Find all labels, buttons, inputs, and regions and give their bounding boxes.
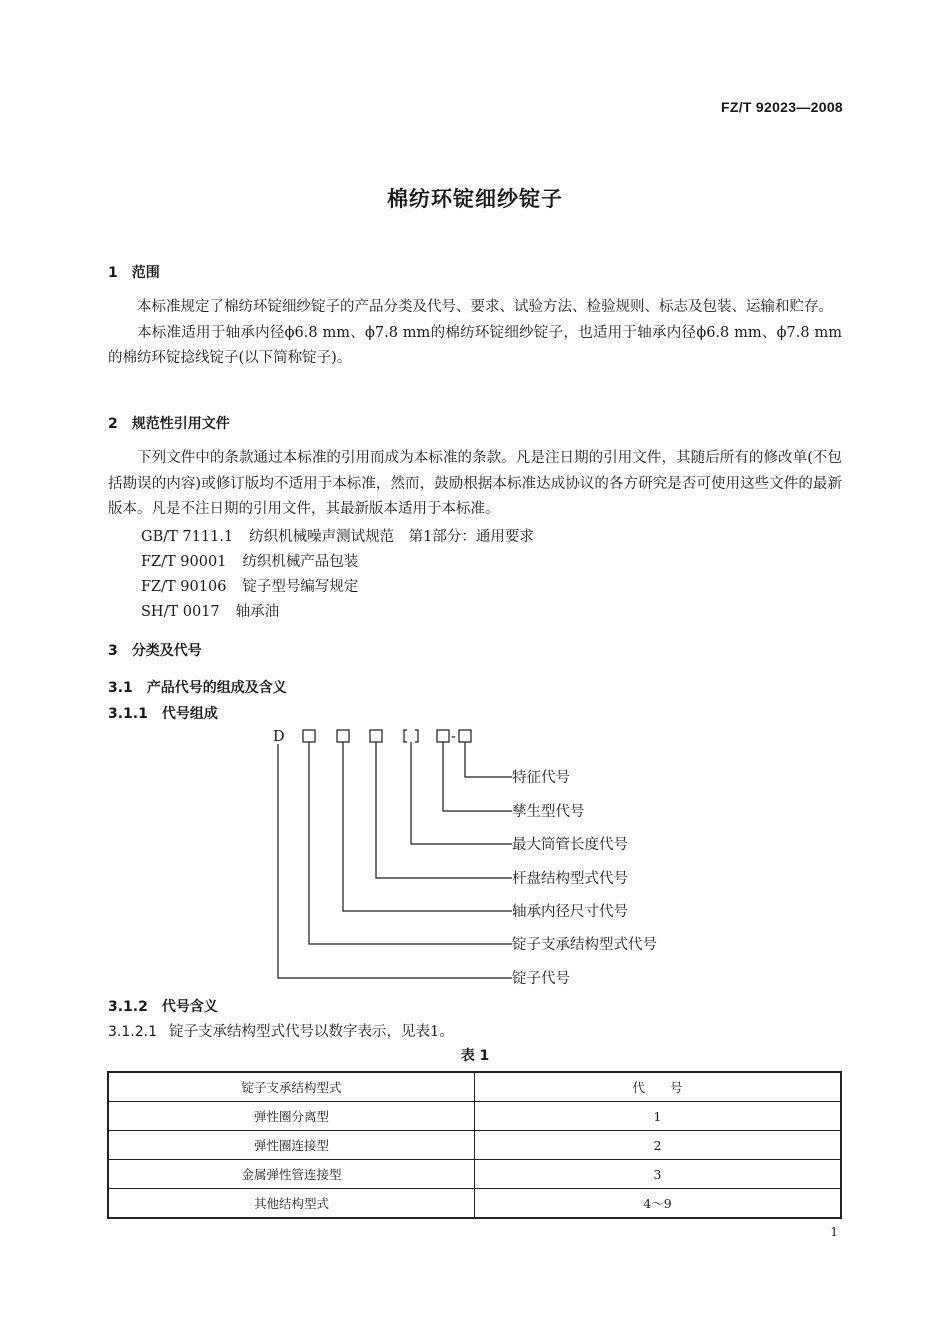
reference-title: 纺织机械产品包装 xyxy=(242,554,359,570)
section-title: 产品代号的组成及含义 xyxy=(146,680,287,696)
section-3-heading xyxy=(108,640,202,660)
support-structure-table xyxy=(107,1071,842,1219)
leader-line-bearing xyxy=(343,742,512,911)
leader-line-blade xyxy=(376,742,512,878)
section-title: 分类及代号 xyxy=(131,643,202,659)
table-header: 代 号 xyxy=(475,1072,842,1102)
paragraph: 锭子支承结构型式代号以数字表示，见表1。 xyxy=(168,1024,454,1040)
label-feature-code: 特征代号 xyxy=(512,770,570,786)
table-row xyxy=(108,1131,841,1160)
code-box-bracket xyxy=(404,730,418,742)
section-number: 3.1 xyxy=(108,680,133,696)
document-title: 棉纺环锭细纱锭子 xyxy=(387,187,563,211)
table-header-row xyxy=(108,1072,841,1102)
reference-title: 锭子型号编写规定 xyxy=(242,579,359,595)
section-1-heading xyxy=(108,262,160,282)
section-number: 3 xyxy=(108,643,118,659)
section-number: 3.1.1 xyxy=(108,706,148,722)
table-header: 锭子支承结构型式 xyxy=(108,1072,475,1102)
standard-code: FZ/T 92023—2008 xyxy=(720,99,843,115)
paragraph: 本标准适用于轴承内径ϕ6.8 mm、ϕ7.8 mm的棉纺环锭细纱锭子，也适用于轴承内径ϕ6.8 mm、ϕ7.8 mm的棉纺环锭捻线锭子(以下简称锭子)。 xyxy=(108,324,842,366)
section-2-body xyxy=(108,446,842,523)
table-cell: 弹性圈分离型 xyxy=(108,1102,475,1131)
reference-item xyxy=(141,600,279,621)
table-row xyxy=(108,1160,841,1189)
reference-code: GB/T 7111.1 xyxy=(141,529,234,545)
table-caption: 表 1 xyxy=(460,1048,490,1064)
section-number: 3.1.2.1 xyxy=(108,1024,157,1040)
paragraph: 本标准规定了棉纺环锭细纱锭子的产品分类及代号、要求、试验方法、检验规则、标志及包装、运输和贮存。 xyxy=(137,299,833,315)
leader-line-spindle xyxy=(278,744,512,978)
table-cell: 其他结构型式 xyxy=(108,1189,475,1219)
section-1-body xyxy=(108,295,842,372)
table-cell: 3 xyxy=(475,1160,842,1189)
leader-line-feature xyxy=(465,742,512,777)
code-prefix: D xyxy=(273,729,285,745)
label-spindle-code: 锭子代号 xyxy=(512,971,570,987)
code-box xyxy=(459,730,471,742)
label-bearing-diameter-code: 轴承内径尺寸代号 xyxy=(512,904,628,920)
reference-item xyxy=(141,575,358,596)
section-3-1-2-1 xyxy=(108,1020,454,1041)
section-title: 代号含义 xyxy=(161,999,218,1015)
table-cell: 金属弹性管连接型 xyxy=(108,1160,475,1189)
reference-item xyxy=(141,525,534,546)
reference-title: 纺织机械噪声测试规范 第1部分：通用要求 xyxy=(249,529,534,545)
section-3-1-1-heading xyxy=(108,703,218,723)
section-3-1-2-heading xyxy=(108,996,218,1016)
section-title: 代号组成 xyxy=(161,706,218,722)
reference-title: 轴承油 xyxy=(235,604,280,620)
leader-line-bobbin xyxy=(411,742,512,844)
label-max-bobbin-length-code: 最大筒管长度代号 xyxy=(512,837,628,853)
label-support-structure-code: 锭子支承结构型式代号 xyxy=(512,937,657,953)
label-derived-type-code: 孳生型代号 xyxy=(512,804,585,820)
paragraph: 下列文件中的条款通过本标准的引用而成为本标准的条款。凡是注日期的引用文件，其随后所有的修改单(不包括勘误的内容)或修订版均不适用于本标准，然而，鼓励根据本标准达成协议的各方研究是否可使用这些文件的最新版本。凡是不注日期的引用文件，其最新版本适用于本标准。 xyxy=(108,450,842,517)
code-box xyxy=(337,730,349,742)
reference-code: FZ/T 90106 xyxy=(141,579,227,595)
section-title: 范围 xyxy=(131,265,160,281)
reference-code: SH/T 0017 xyxy=(141,604,220,620)
code-composition-diagram xyxy=(100,722,720,997)
code-dash: - xyxy=(451,729,456,745)
section-3-1-heading xyxy=(108,677,287,697)
reference-item xyxy=(141,550,358,571)
code-box xyxy=(437,730,449,742)
table-row xyxy=(108,1189,841,1219)
table-row xyxy=(108,1102,841,1131)
label-blade-structure-code: 杆盘结构型式代号 xyxy=(512,871,628,887)
table-cell: 1 xyxy=(475,1102,842,1131)
section-2-heading xyxy=(108,413,230,433)
section-number: 1 xyxy=(108,265,118,281)
section-number: 2 xyxy=(108,416,118,432)
section-title: 规范性引用文件 xyxy=(131,416,230,432)
section-number: 3.1.2 xyxy=(108,999,148,1015)
table-cell: 4～9 xyxy=(475,1189,842,1219)
code-box xyxy=(303,730,315,742)
table-cell: 2 xyxy=(475,1131,842,1160)
reference-code: FZ/T 90001 xyxy=(141,554,227,570)
table-cell: 弹性圈连接型 xyxy=(108,1131,475,1160)
page-number: 1 xyxy=(830,1225,838,1239)
code-box xyxy=(370,730,382,742)
